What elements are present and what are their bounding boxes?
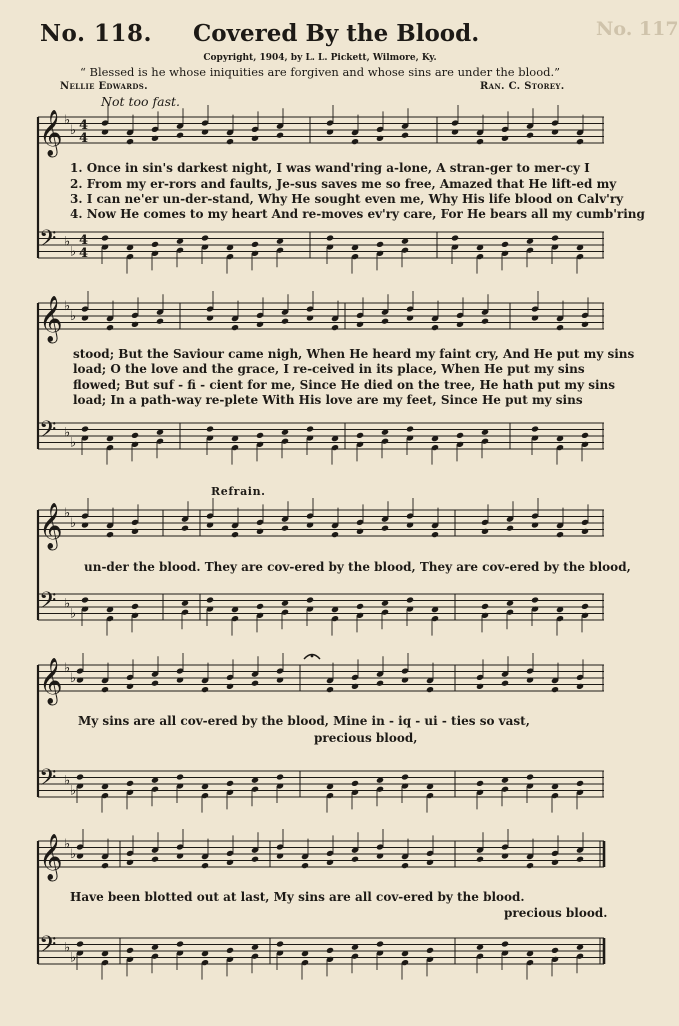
note-head <box>481 318 489 325</box>
note-head <box>206 425 214 432</box>
refrain-lyric-2: My sins are all cov-ered by the blood, Mine in - iq - ui - ties so vast, <box>78 714 530 728</box>
note-head <box>156 318 164 325</box>
note-head <box>351 683 359 690</box>
note-head <box>206 521 214 528</box>
note-head <box>576 683 584 690</box>
note-head <box>501 135 509 142</box>
note-head <box>581 603 589 610</box>
note-head <box>551 686 559 693</box>
note-head <box>176 852 184 859</box>
note-head <box>551 234 559 241</box>
note-head <box>151 856 159 863</box>
note-head <box>276 852 284 859</box>
flat-sign: ♭ <box>64 113 71 128</box>
note-head <box>526 132 534 139</box>
note-head <box>306 596 314 603</box>
verse-2-line-1: 2. From my er-rors and faults, Je-sus saves me so free, Amazed that He lift-ed my <box>70 177 617 191</box>
note-head <box>401 773 409 780</box>
note-head <box>101 686 109 693</box>
composer-name: Ran. C. Storey. <box>480 81 565 92</box>
lyricist-name: Nellie Edwards. <box>60 81 148 92</box>
note-head <box>231 531 239 538</box>
note-head <box>206 314 214 321</box>
note-head <box>376 241 384 248</box>
note-head <box>551 859 559 866</box>
treble-clef: 𝄞 <box>39 658 63 704</box>
note-head <box>501 940 509 947</box>
note-head <box>406 521 414 528</box>
note-head <box>401 676 409 683</box>
flat-sign: ♭ <box>70 244 77 260</box>
note-head <box>551 128 559 135</box>
bass-clef: 𝄢 <box>39 932 57 963</box>
note-head <box>226 138 234 145</box>
note-head <box>201 686 209 693</box>
note-head <box>406 314 414 321</box>
note-head <box>551 947 559 954</box>
note-head <box>226 947 234 954</box>
note-head <box>451 234 459 241</box>
treble-clef: 𝄞 <box>39 503 63 549</box>
note-head <box>131 528 139 535</box>
note-head <box>126 138 134 145</box>
note-head <box>256 603 264 610</box>
note-head <box>76 773 84 780</box>
note-head <box>281 525 289 532</box>
note-head <box>456 432 464 439</box>
hymn-title: Covered By the Blood. <box>193 20 480 47</box>
note-head <box>201 862 209 869</box>
time-signature: 4 <box>79 246 89 261</box>
note-head <box>381 525 389 532</box>
bass-clef: 𝄢 <box>39 588 57 619</box>
note-head <box>581 432 589 439</box>
note-head <box>581 321 589 328</box>
note-head <box>381 318 389 325</box>
flat-sign: ♭ <box>70 309 77 324</box>
note-head <box>426 947 434 954</box>
note-head <box>376 940 384 947</box>
treble-clef: 𝄞 <box>39 110 63 156</box>
note-head <box>176 132 184 139</box>
note-head <box>501 852 509 859</box>
note-head <box>231 324 239 331</box>
note-head <box>531 596 539 603</box>
flat-sign: ♭ <box>64 940 71 956</box>
note-head <box>76 940 84 947</box>
note-head <box>226 859 234 866</box>
note-head <box>256 321 264 328</box>
verse-1-line-2: stood; But the Saviour came nigh, When He heard my faint cry, And He put my sins <box>73 347 635 361</box>
flat-sign: ♭ <box>70 435 77 451</box>
note-head <box>476 780 484 787</box>
flat-sign: ♭ <box>70 123 77 138</box>
note-head <box>251 135 259 142</box>
note-head <box>226 683 234 690</box>
time-signature: 4 <box>79 233 89 248</box>
verse-4-line-1: 4. Now He comes to my heart And re-moves ev'ry care, For He bears all my cumb'ring <box>70 207 645 221</box>
note-head <box>276 773 284 780</box>
verse-1-line-1: 1. Once in sin's darkest night, I was wand'ring a-lone, A stran-ger to mer-cy I <box>70 161 590 175</box>
time-signature: 4 <box>79 131 89 146</box>
note-head <box>306 425 314 432</box>
note-head <box>276 132 284 139</box>
refrain-label: Refrain. <box>211 485 266 498</box>
note-head <box>581 528 589 535</box>
note-head <box>326 859 334 866</box>
note-head <box>401 862 409 869</box>
note-head <box>531 425 539 432</box>
treble-clef: 𝄞 <box>39 834 63 880</box>
note-head <box>476 138 484 145</box>
note-head <box>251 241 259 248</box>
note-head <box>106 324 114 331</box>
note-head <box>481 603 489 610</box>
note-head <box>576 138 584 145</box>
note-head <box>106 531 114 538</box>
flat-sign: ♭ <box>70 950 77 966</box>
flat-sign: ♭ <box>64 596 71 612</box>
verse-3-line-2: flowed; But suf - fi - cient for me, Since He died on the tree, He hath put my sins <box>73 378 616 392</box>
note-head <box>356 432 364 439</box>
note-head <box>81 314 89 321</box>
treble-clef: 𝄞 <box>39 296 63 342</box>
note-head <box>326 947 334 954</box>
note-head <box>556 531 564 538</box>
note-head <box>256 528 264 535</box>
bass-clef: 𝄢 <box>39 226 57 257</box>
note-head <box>256 432 264 439</box>
verse-4-line-2: load; In a path-way re-plete With His love are my feet, Since He put my sins <box>73 393 583 407</box>
note-head <box>376 135 384 142</box>
note-head <box>431 531 439 538</box>
note-head <box>501 680 509 687</box>
note-head <box>426 686 434 693</box>
note-head <box>326 128 334 135</box>
note-head <box>501 241 509 248</box>
note-head <box>331 324 339 331</box>
note-head <box>226 780 234 787</box>
note-head <box>356 603 364 610</box>
note-head <box>251 856 259 863</box>
note-head <box>306 314 314 321</box>
note-head <box>526 773 534 780</box>
note-head <box>376 852 384 859</box>
note-head <box>251 680 259 687</box>
note-head <box>151 135 159 142</box>
note-head <box>76 676 84 683</box>
note-head <box>101 128 109 135</box>
note-head <box>206 596 214 603</box>
note-head <box>131 603 139 610</box>
flat-sign: ♭ <box>70 606 77 622</box>
note-head <box>126 947 134 954</box>
note-head <box>576 780 584 787</box>
note-head <box>356 528 364 535</box>
bleed-through-page-number: No. 117 <box>596 18 679 40</box>
time-signature: 4 <box>79 118 89 133</box>
refrain-lyric-1: un-der the blood. They are cov-ered by the blood, They are cov-ered by the blood, <box>84 560 631 574</box>
note-head <box>351 780 359 787</box>
bass-clef: 𝄢 <box>39 765 57 796</box>
flat-sign: ♭ <box>70 516 77 531</box>
note-head <box>131 321 139 328</box>
fermata-dot <box>311 655 314 658</box>
verse-2-line-2: load; O the love and the grace, I re-ceived in its place, When He put my sins <box>73 362 585 376</box>
note-head <box>181 525 189 532</box>
note-head <box>81 596 89 603</box>
note-head <box>326 234 334 241</box>
note-head <box>176 676 184 683</box>
note-head <box>431 324 439 331</box>
note-head <box>556 324 564 331</box>
note-head <box>151 680 159 687</box>
flat-sign: ♭ <box>64 234 71 250</box>
refrain-lyric-3-alto: precious blood. <box>504 906 608 920</box>
note-head <box>101 234 109 241</box>
note-head <box>176 773 184 780</box>
note-head <box>481 528 489 535</box>
bass-clef: 𝄢 <box>39 417 57 448</box>
note-head <box>201 128 209 135</box>
note-head <box>426 859 434 866</box>
note-head <box>576 856 584 863</box>
tempo-marking: Not too fast. <box>101 94 180 109</box>
note-head <box>401 132 409 139</box>
flat-sign: ♭ <box>64 506 71 521</box>
note-head <box>281 318 289 325</box>
note-head <box>306 521 314 528</box>
note-head <box>456 321 464 328</box>
flat-sign: ♭ <box>64 425 71 441</box>
note-head <box>331 531 339 538</box>
flat-sign: ♭ <box>64 299 71 314</box>
note-head <box>526 676 534 683</box>
note-head <box>126 780 134 787</box>
note-head <box>351 856 359 863</box>
note-head <box>351 138 359 145</box>
note-head <box>301 862 309 869</box>
note-head <box>406 425 414 432</box>
flat-sign: ♭ <box>64 661 71 676</box>
flat-sign: ♭ <box>70 671 77 686</box>
flat-sign: ♭ <box>70 783 77 799</box>
refrain-lyric-2-alto: precious blood, <box>314 731 418 745</box>
note-head <box>376 680 384 687</box>
note-head <box>126 859 134 866</box>
note-head <box>276 676 284 683</box>
note-head <box>326 686 334 693</box>
verse-3-line-1: 3. I can ne'er un-der-stand, Why He sought even me, Why His life blood on Calv'ry <box>70 192 624 206</box>
note-head <box>526 862 534 869</box>
note-head <box>81 521 89 528</box>
note-head <box>506 525 514 532</box>
flat-sign: ♭ <box>70 847 77 862</box>
note-head <box>531 521 539 528</box>
note-head <box>476 856 484 863</box>
flat-sign: ♭ <box>64 773 71 789</box>
note-head <box>451 128 459 135</box>
hymn-number: No. 118. <box>40 20 152 47</box>
note-head <box>201 234 209 241</box>
note-head <box>76 852 84 859</box>
note-head <box>476 683 484 690</box>
note-head <box>81 425 89 432</box>
note-head <box>131 432 139 439</box>
note-head <box>126 683 134 690</box>
note-head <box>101 862 109 869</box>
note-head <box>406 596 414 603</box>
note-head <box>276 940 284 947</box>
note-head <box>176 940 184 947</box>
note-head <box>356 321 364 328</box>
flat-sign: ♭ <box>64 837 71 852</box>
note-head <box>151 241 159 248</box>
scripture-epigraph: “ Blessed is he whose iniquities are forgiven and whose sins are under the blood.” <box>79 65 561 79</box>
note-head <box>531 314 539 321</box>
copyright-line: Copyright, 1904, by L. L. Pickett, Wilmore, Ky. <box>203 53 437 63</box>
refrain-lyric-3: Have been blotted out at last, My sins are all cov-ered by the blood. <box>70 890 525 904</box>
